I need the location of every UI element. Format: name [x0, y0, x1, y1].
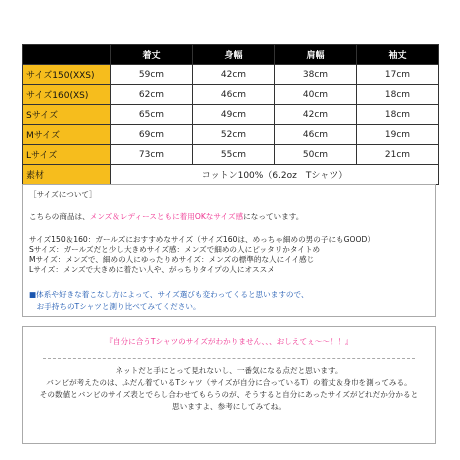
row-label: サイズ150(XXS): [23, 65, 111, 85]
header-width: 身幅: [193, 45, 275, 65]
table-row: [23, 145, 439, 165]
table-corner-cell: [23, 45, 111, 65]
intro-text-pre: こちらの商品は、: [29, 212, 90, 221]
cell-value: 52cm: [193, 125, 275, 145]
size-note-s: Sサイズ：ガールズだと少し大きめサイズ感：メンズで細めの人にピッタリかタイトめ: [29, 245, 321, 254]
cell-value: 18cm: [357, 85, 439, 105]
header-shoulder: 肩幅: [275, 45, 357, 65]
intro-text-post: になっています。: [243, 212, 304, 221]
table-row: [23, 65, 439, 85]
header-length: 着丈: [111, 45, 193, 65]
table-row: [23, 85, 439, 105]
size-note-m: Mサイズ：メンズで、細めの人にゆったりめサイズ：メンズの標準的な人にイイ感じ: [29, 255, 315, 264]
measure-note-line1: ■体系や好きな着こなし方によって、サイズ選びも変わってくると思いますので、: [29, 290, 309, 299]
cell-value: 18cm: [357, 105, 439, 125]
row-label: Mサイズ: [23, 125, 111, 145]
advice-line: その数値とバンビのサイズ表とでらし合わせてもらうのが、そうすると自分にあったサイズがどれだか分かると: [39, 390, 419, 399]
description-intro: [29, 212, 303, 222]
advice-headline: 『自分に合うTシャツのサイズがわかりません、、、おしえてぇ〜〜！！』: [105, 337, 353, 346]
dashed-divider: [43, 358, 415, 359]
cell-value: 73cm: [111, 145, 193, 165]
table-header-row: [23, 45, 439, 65]
cell-value: 19cm: [357, 125, 439, 145]
cell-value: 21cm: [357, 145, 439, 165]
row-label: サイズ160(XS): [23, 85, 111, 105]
measure-note-line2: お手持ちのTシャツと測り比べてみてください。: [29, 302, 201, 311]
cell-value: 65cm: [111, 105, 193, 125]
header-sleeve: 袖丈: [357, 45, 439, 65]
cell-value: 42cm: [193, 65, 275, 85]
cell-value: 49cm: [193, 105, 275, 125]
table-row-material: [23, 165, 439, 185]
row-label: Sサイズ: [23, 105, 111, 125]
size-description-box: [22, 184, 436, 317]
cell-value: 46cm: [275, 125, 357, 145]
cell-value: 17cm: [357, 65, 439, 85]
cell-value: 59cm: [111, 65, 193, 85]
advice-line: ネットだと手にとって見れないし、一番気になる点だと思います。: [115, 366, 343, 375]
intro-highlight: メンズ＆レディースともに着用OKなサイズ感: [89, 212, 244, 221]
size-note-150-160: サイズ150＆160：ガールズにおすすめなサイズ（サイズ160は、めっちゃ細めの男の子にもGOOD）: [29, 235, 375, 244]
cell-value: 40cm: [275, 85, 357, 105]
material-label: 素材: [23, 165, 111, 185]
row-label: Lサイズ: [23, 145, 111, 165]
advice-line: バンビが考えたのは、ふだん着ているTシャツ（サイズが自分に合っているT）の着丈＆身巾を測ってみる。: [46, 378, 412, 387]
size-table: [22, 44, 439, 185]
table-row: [23, 105, 439, 125]
description-heading: ［サイズについて］: [29, 190, 97, 199]
table-row: [23, 125, 439, 145]
cell-value: 42cm: [275, 105, 357, 125]
size-advice-box: [22, 326, 436, 444]
cell-value: 69cm: [111, 125, 193, 145]
advice-line: 思いますよ、参考にしてみてね。: [172, 402, 286, 411]
cell-value: 50cm: [275, 145, 357, 165]
cell-value: 46cm: [193, 85, 275, 105]
cell-value: 55cm: [193, 145, 275, 165]
cell-value: 38cm: [275, 65, 357, 85]
cell-value: 62cm: [111, 85, 193, 105]
material-value: コットン100%（6.2oz Tシャツ）: [111, 165, 439, 185]
size-note-l: Lサイズ：メンズで大きめに着たい人や、がっちりタイプの人にオススメ: [29, 265, 275, 274]
